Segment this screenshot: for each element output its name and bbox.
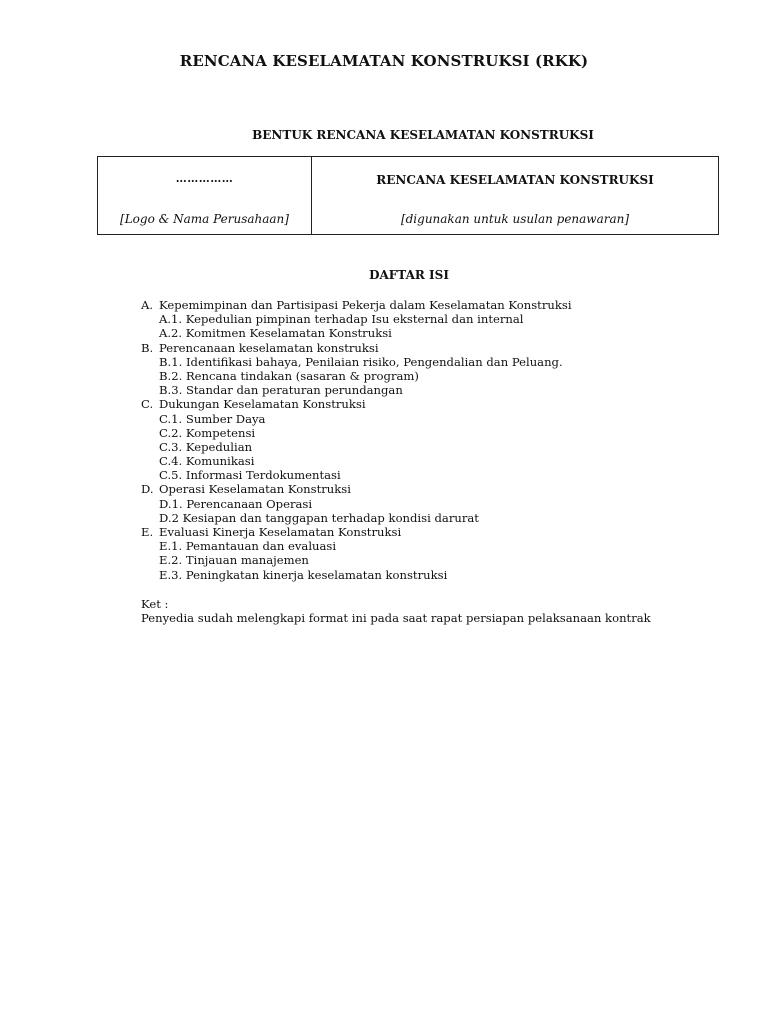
toc-subitem-text: D.2 Kesiapan dan tanggapan terhadap kondisi darurat [159, 510, 479, 525]
toc-section-letter: B. [141, 340, 154, 355]
document-subtitle: BENTUK RENCANA KESELAMATAN KONSTRUKSI [252, 128, 594, 142]
note-text: Penyedia sudah melengkapi format ini pada saat rapat persiapan pelaksanaan kontrak [141, 611, 651, 626]
toc-section-letter: A. [141, 298, 154, 312]
document-title: RENCANA KESELAMATAN KONSTRUKSI (RKK) [179, 52, 589, 70]
toc-subitem-text: B.3. Standar dan peraturan perundangan [159, 383, 403, 398]
toc-subitem-text: A.2. Komitmen Keselamatan Konstruksi [159, 326, 392, 341]
toc-subitem [141, 468, 741, 482]
note-label: Ket : [141, 597, 169, 611]
toc-section [141, 298, 741, 312]
toc-subitem-text: E.3. Peningkatan kinerja keselamatan konstruksi [159, 567, 448, 582]
toc-section-title: Operasi Keselamatan Konstruksi [159, 482, 351, 497]
toc-section [141, 341, 741, 355]
toc-subitem-text: A.1. Kepedulian pimpinan terhadap Isu eksternal dan internal [159, 312, 524, 327]
toc-section [141, 482, 741, 496]
toc-subitem [141, 440, 741, 454]
toc-section-title: Perencanaan keselamatan konstruksi [159, 340, 379, 355]
rkk-cell [312, 157, 718, 234]
header-table [97, 156, 719, 235]
note-block [141, 597, 761, 625]
toc-subitem-text: C.4. Komunikasi [159, 454, 255, 469]
rkk-cell-title: RENCANA KESELAMATAN KONSTRUKSI [376, 173, 654, 187]
toc-subitem [141, 383, 741, 397]
toc-heading: DAFTAR ISI [369, 268, 449, 282]
toc-subitem [141, 497, 741, 511]
toc-subitem-text: B.2. Rencana tindakan (sasaran & program) [159, 368, 419, 383]
rkk-cell-caption: [digunakan untuk usulan penawaran] [400, 212, 630, 226]
toc-subitem [141, 568, 741, 582]
toc-subitem [141, 312, 741, 326]
toc-subitem [141, 454, 741, 468]
toc-section [141, 525, 741, 539]
toc-section-letter: C. [141, 397, 154, 412]
toc-section-title: Evaluasi Kinerja Keselamatan Konstruksi [159, 525, 402, 539]
toc-subitem [141, 553, 741, 567]
company-logo-caption: [Logo & Nama Perusahaan] [120, 212, 289, 226]
company-placeholder-dots: …………… [175, 172, 234, 185]
toc-subitem-text: E.1. Pemantauan dan evaluasi [159, 539, 337, 554]
toc-subitem [141, 369, 741, 383]
toc-subitem-text: C.5. Informasi Terdokumentasi [159, 468, 341, 483]
toc-subitem-text: C.3. Kepedulian [159, 439, 253, 454]
toc-subitem [141, 326, 741, 340]
toc-subitem [141, 412, 741, 426]
toc-subitem-text: E.2. Tinjauan manajemen [159, 553, 309, 568]
toc-section [141, 397, 741, 411]
toc-section-title: Kepemimpinan dan Partisipasi Pekerja dalam Keselamatan Konstruksi [159, 298, 572, 312]
toc-section-letter: E. [141, 525, 154, 539]
toc-subitem [141, 426, 741, 440]
toc-subitem-text: B.1. Identifikasi bahaya, Penilaian risiko, Pengendalian dan Peluang. [159, 354, 563, 369]
table-of-contents [141, 298, 741, 582]
toc-subitem-text: C.1. Sumber Daya [159, 411, 266, 426]
toc-subitem-text: D.1. Perencanaan Operasi [159, 496, 313, 511]
company-cell [98, 157, 312, 234]
toc-subitem [141, 511, 741, 525]
toc-subitem [141, 355, 741, 369]
toc-section-letter: D. [141, 482, 154, 497]
toc-subitem [141, 539, 741, 553]
toc-subitem-text: C.2. Kompetensi [159, 425, 256, 440]
toc-section-title: Dukungan Keselamatan Konstruksi [159, 397, 366, 412]
